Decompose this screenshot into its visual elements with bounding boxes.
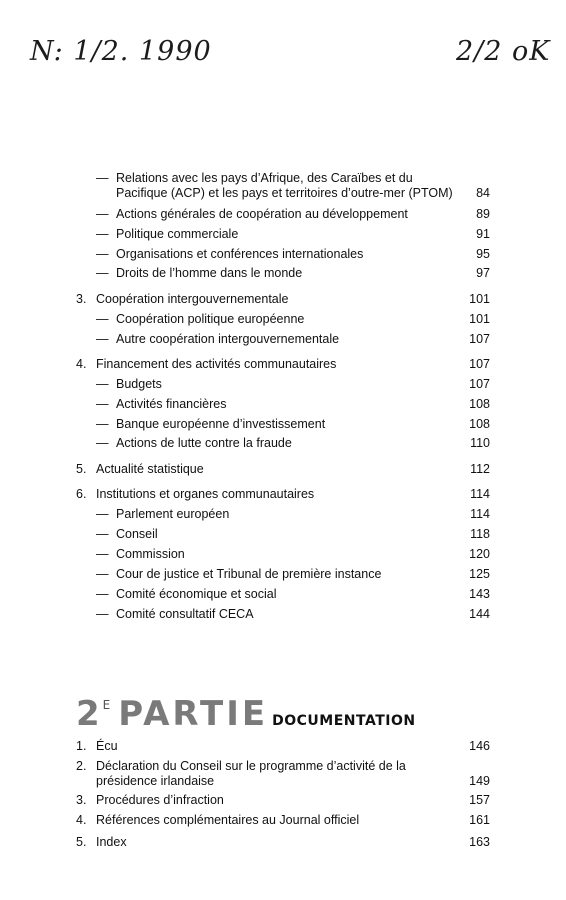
entry-page-number: 149 [469,774,490,788]
entry-label: Procédures d’infraction [96,793,224,807]
entry-dash: — [96,332,109,346]
entry-dash: — [96,527,109,541]
entry-dash: — [96,436,109,450]
entry-dash: — [96,507,109,521]
part-number: 2 [76,694,103,734]
entry-dash: — [96,247,109,261]
entry-page-number: 91 [476,227,490,241]
entry-page-number: 163 [469,835,490,849]
part-number-superscript: E [102,698,111,712]
section-page-number: 114 [470,487,490,501]
entry-dash: — [96,567,109,581]
entry-page-number: 118 [470,527,490,541]
entry-page-number: 97 [476,266,490,280]
entry-page-number: 120 [469,547,490,561]
entry-label: Comité économique et social [116,587,277,601]
section-page-number: 107 [469,357,490,371]
entry-page-number: 157 [469,793,490,807]
entry-page-number: 110 [470,436,490,450]
entry-label: Politique commerciale [116,227,239,241]
entry-page-number: 84 [476,186,490,200]
part-subtitle: DOCUMENTATION [272,713,416,729]
entry-number: 5. [76,835,87,849]
entry-dash: — [96,397,109,411]
handwritten-reference-number: N: 1/2. 1990 [30,36,212,67]
entry-dash: — [96,227,109,241]
entry-label: Actions de lutte contre la fraude [116,436,292,450]
entry-number: 2. [76,759,87,773]
entry-page-number: 107 [469,332,490,346]
section-label: Financement des activités communautaires [96,357,337,371]
entry-label: Coopération politique européenne [116,312,305,326]
entry-label: Relations avec les pays d’Afrique, des Caraïbes et du Pacifique (ACP) et les pays et territoires d’outre-mer (PTOM) [116,171,453,200]
section-number: 3. [76,292,87,306]
entry-page-number: 161 [469,813,490,827]
entry-page-number: 108 [469,397,490,411]
entry-label: Écu [96,739,118,753]
entry-page-number: 114 [470,507,490,521]
section-label: Actualité statistique [96,462,204,476]
entry-dash: — [96,266,109,280]
entry-page-number: 146 [469,739,490,753]
entry-page-number: 101 [469,312,490,326]
section-number: 4. [76,357,87,371]
entry-label: Autre coopération intergouvernementale [116,332,340,346]
entry-label: Index [96,835,127,849]
entry-number: 3. [76,793,87,807]
entry-page-number: 108 [469,417,490,431]
entry-dash: — [96,207,109,221]
section-number: 6. [76,487,87,501]
entry-label: Droits de l’homme dans le monde [116,266,303,280]
entry-label: Comité consultatif CECA [116,607,254,621]
entry-dash: — [96,312,109,326]
entry-page-number: 143 [469,587,490,601]
entry-label: Parlement européen [116,507,230,521]
entry-label: Références complémentaires au Journal officiel [96,813,360,827]
entry-label: Commission [116,547,185,561]
entry-dash: — [96,377,109,391]
entry-dash: — [96,587,109,601]
entry-page-number: 89 [476,207,490,221]
entry-page-number: 144 [469,607,490,621]
section-page-number: 101 [469,292,490,306]
entry-page-number: 107 [469,377,490,391]
section-label: Institutions et organes communautaires [96,487,315,501]
handwritten-approval-note: 2/2 oK [456,36,551,67]
entry-number: 1. [76,739,87,753]
entry-dash: — [96,171,109,185]
entry-page-number: 125 [469,567,490,581]
section-number: 5. [76,462,87,476]
entry-label: Activités financières [116,397,227,411]
entry-dash: — [96,607,109,621]
entry-label: Banque européenne d’investissement [116,417,326,431]
entry-label: Organisations et conférences internationales [116,247,364,261]
part-word: PARTIE [118,694,269,734]
entry-label: Budgets [116,377,162,391]
entry-label: Actions générales de coopération au développement [116,207,408,221]
section-label: Coopération intergouvernementale [96,292,289,306]
section-page-number: 112 [470,462,490,476]
entry-dash: — [96,417,109,431]
entry-number: 4. [76,813,87,827]
entry-label: Cour de justice et Tribunal de première instance [116,567,382,581]
entry-label: Conseil [116,527,158,541]
entry-label: Déclaration du Conseil sur le programme d’activité de la présidence irlandaise [96,759,406,788]
entry-dash: — [96,547,109,561]
part-two-heading [76,694,416,734]
entry-page-number: 95 [476,247,490,261]
